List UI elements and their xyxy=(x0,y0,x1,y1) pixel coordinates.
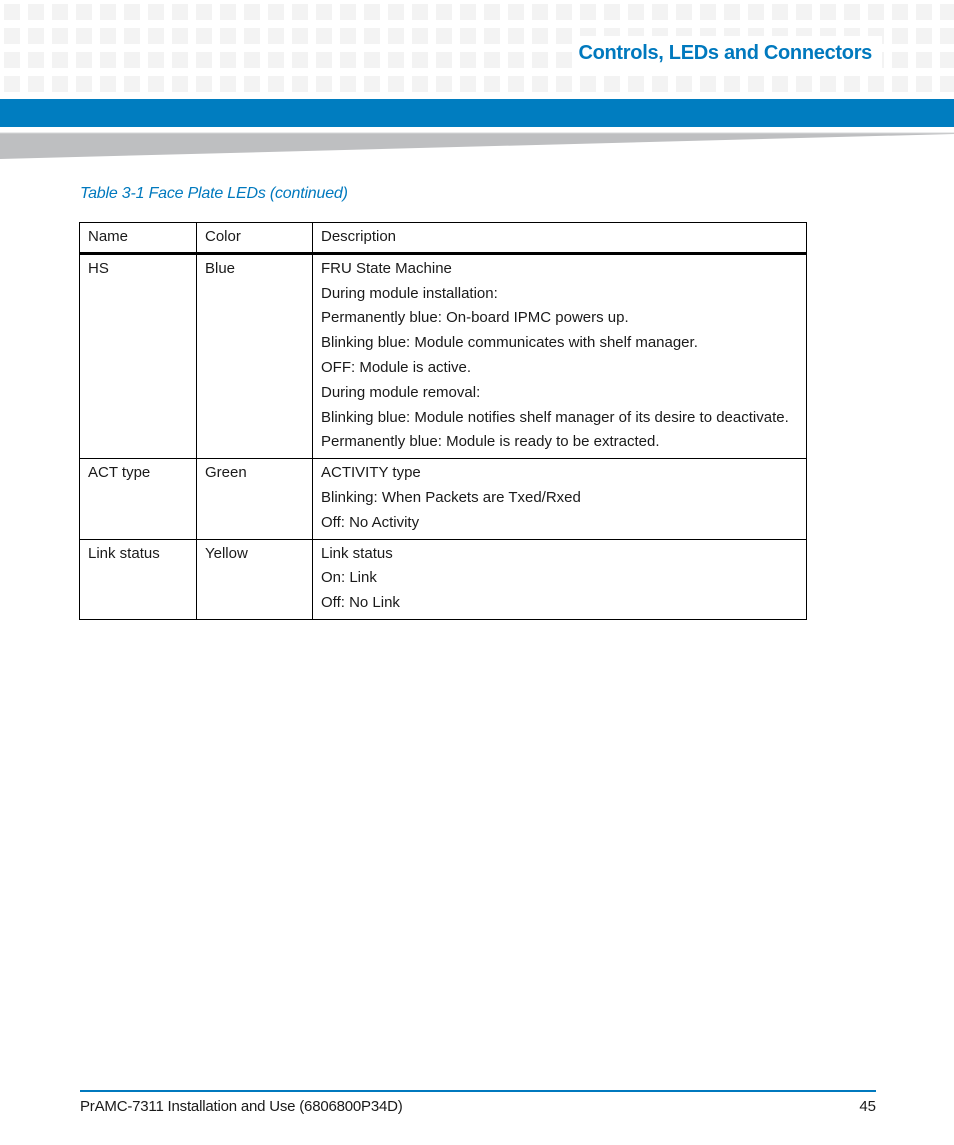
grid-square xyxy=(196,4,212,20)
grid-square xyxy=(124,76,140,92)
grid-square xyxy=(484,76,500,92)
grid-square xyxy=(388,76,404,92)
led-name: HS xyxy=(80,253,197,458)
grid-square xyxy=(844,4,860,20)
grid-square xyxy=(172,28,188,44)
grid-square xyxy=(412,28,428,44)
grid-square xyxy=(244,52,260,68)
grid-square xyxy=(484,28,500,44)
description-line: ACTIVITY type xyxy=(321,464,421,482)
grid-square xyxy=(28,28,44,44)
table-caption: Table 3-1 Face Plate LEDs (continued) xyxy=(80,185,348,202)
footer-document-title: PrAMC-7311 Installation and Use (6806800P34D) xyxy=(80,1098,403,1115)
grid-square xyxy=(940,52,954,68)
grid-square xyxy=(412,76,428,92)
grid-square xyxy=(916,52,932,68)
description-line: During module removal: xyxy=(321,383,481,401)
description-line: Off: No Activity xyxy=(321,513,420,531)
grid-square xyxy=(220,76,236,92)
grid-square xyxy=(52,76,68,92)
grid-square xyxy=(52,52,68,68)
grid-square xyxy=(364,52,380,68)
grid-square xyxy=(940,4,954,20)
grid-square xyxy=(196,52,212,68)
led-color: Green xyxy=(197,459,313,539)
grid-square xyxy=(652,4,668,20)
grid-square xyxy=(172,52,188,68)
column-header-color: Color xyxy=(197,223,313,254)
grid-square xyxy=(292,76,308,92)
grid-square xyxy=(220,4,236,20)
grid-square xyxy=(460,52,476,68)
grid-square xyxy=(916,4,932,20)
grid-square xyxy=(244,76,260,92)
grid-square xyxy=(460,28,476,44)
grid-square xyxy=(268,52,284,68)
grid-square xyxy=(508,4,524,20)
grid-square xyxy=(148,28,164,44)
grid-square xyxy=(556,76,572,92)
grid-square xyxy=(244,28,260,44)
description-line: Blinking: When Packets are Txed/Rxed xyxy=(321,488,581,506)
grid-square xyxy=(604,4,620,20)
grid-square xyxy=(52,4,68,20)
grid-square xyxy=(580,76,596,92)
grid-square xyxy=(76,28,92,44)
grid-square xyxy=(460,76,476,92)
grid-square xyxy=(172,76,188,92)
page-number: 45 xyxy=(859,1098,876,1115)
grid-square xyxy=(316,52,332,68)
grid-square xyxy=(364,76,380,92)
grid-square xyxy=(628,76,644,92)
grid-square xyxy=(340,76,356,92)
led-description xyxy=(313,459,807,539)
grid-square xyxy=(172,4,188,20)
grid-square xyxy=(148,4,164,20)
grid-square xyxy=(556,4,572,20)
grid-square xyxy=(364,4,380,20)
grid-square xyxy=(772,4,788,20)
grid-square xyxy=(388,4,404,20)
grid-square xyxy=(580,4,596,20)
grid-square xyxy=(28,52,44,68)
grid-square xyxy=(412,4,428,20)
grid-square xyxy=(28,4,44,20)
grid-square xyxy=(532,52,548,68)
table-row xyxy=(80,459,807,539)
grid-square xyxy=(724,4,740,20)
grid-square xyxy=(268,28,284,44)
grid-square xyxy=(508,28,524,44)
grid-square xyxy=(100,28,116,44)
grid-square xyxy=(460,4,476,20)
description-line: FRU State Machine xyxy=(321,259,452,277)
grid-square xyxy=(52,28,68,44)
grid-square xyxy=(76,52,92,68)
grid-square xyxy=(340,28,356,44)
grid-square xyxy=(4,52,20,68)
description-line: Off: No Link xyxy=(321,594,400,612)
grid-square xyxy=(124,28,140,44)
grid-square xyxy=(700,76,716,92)
grid-square xyxy=(484,4,500,20)
grid-square xyxy=(340,4,356,20)
grid-square xyxy=(436,52,452,68)
footer-rule xyxy=(80,1090,876,1092)
grid-square xyxy=(724,76,740,92)
grid-square xyxy=(4,4,20,20)
grid-square xyxy=(292,52,308,68)
grid-square xyxy=(676,4,692,20)
grid-square xyxy=(484,52,500,68)
grid-square xyxy=(532,76,548,92)
grid-square xyxy=(916,28,932,44)
grid-square xyxy=(148,52,164,68)
led-description xyxy=(313,253,807,458)
led-description xyxy=(313,539,807,619)
description-line: Blinking blue: Module notifies shelf manager of its desire to deactivate. xyxy=(321,408,789,426)
table-row xyxy=(80,253,807,458)
grid-square xyxy=(76,76,92,92)
grid-square xyxy=(412,52,428,68)
description-line: On: Link xyxy=(321,569,377,587)
grid-square xyxy=(892,4,908,20)
column-header-name: Name xyxy=(80,223,197,254)
grid-square xyxy=(796,76,812,92)
grid-square xyxy=(556,52,572,68)
grid-square xyxy=(148,76,164,92)
grid-square xyxy=(316,76,332,92)
led-color: Yellow xyxy=(197,539,313,619)
grid-square xyxy=(4,76,20,92)
grid-square xyxy=(892,28,908,44)
grid-square xyxy=(532,28,548,44)
grid-square xyxy=(100,52,116,68)
grid-square xyxy=(748,76,764,92)
grid-square xyxy=(196,76,212,92)
grid-square xyxy=(820,4,836,20)
grid-square xyxy=(124,52,140,68)
chapter-title: Controls, LEDs and Connectors xyxy=(578,42,872,64)
grid-square xyxy=(796,4,812,20)
grid-square xyxy=(916,76,932,92)
grid-square xyxy=(772,76,788,92)
grid-square xyxy=(316,4,332,20)
table-header-row xyxy=(80,223,807,254)
description-line: OFF: Module is active. xyxy=(321,358,472,376)
grid-square xyxy=(508,76,524,92)
table-row xyxy=(80,539,807,619)
grid-square xyxy=(604,76,620,92)
grid-square xyxy=(388,52,404,68)
led-name: Link status xyxy=(80,539,197,619)
grid-square xyxy=(532,4,548,20)
grid-square xyxy=(124,4,140,20)
grid-square xyxy=(100,76,116,92)
grid-square xyxy=(892,52,908,68)
grid-square xyxy=(820,76,836,92)
header-blue-band xyxy=(0,99,954,127)
grid-square xyxy=(220,52,236,68)
grid-square xyxy=(316,28,332,44)
grid-square xyxy=(508,52,524,68)
grid-square xyxy=(28,76,44,92)
description-line: Permanently blue: On-board IPMC powers up. xyxy=(321,309,629,327)
grid-square xyxy=(292,4,308,20)
description-line: Blinking blue: Module communicates with shelf manager. xyxy=(321,334,698,352)
grid-square xyxy=(676,76,692,92)
grid-square xyxy=(436,4,452,20)
grid-square xyxy=(268,4,284,20)
grid-square xyxy=(76,4,92,20)
grid-square xyxy=(268,76,284,92)
grid-square xyxy=(388,28,404,44)
grid-square xyxy=(868,76,884,92)
grid-square xyxy=(868,4,884,20)
grid-square xyxy=(700,4,716,20)
grid-square xyxy=(436,28,452,44)
grid-square xyxy=(628,4,644,20)
header-gray-wedge xyxy=(0,132,954,164)
grid-square xyxy=(892,76,908,92)
description-line: Permanently blue: Module is ready to be extracted. xyxy=(321,433,660,451)
grid-square xyxy=(364,28,380,44)
grid-square xyxy=(4,28,20,44)
led-color: Blue xyxy=(197,253,313,458)
grid-square xyxy=(220,28,236,44)
led-name: ACT type xyxy=(80,459,197,539)
grid-square xyxy=(748,4,764,20)
grid-square xyxy=(940,76,954,92)
grid-square xyxy=(556,28,572,44)
description-line: During module installation: xyxy=(321,284,498,302)
grid-square xyxy=(436,76,452,92)
description-line: Link status xyxy=(321,544,393,562)
grid-square xyxy=(940,28,954,44)
grid-square xyxy=(652,76,668,92)
grid-square xyxy=(292,28,308,44)
column-header-description: Description xyxy=(313,223,807,254)
face-plate-leds-table xyxy=(79,222,807,620)
grid-square xyxy=(844,76,860,92)
grid-square xyxy=(340,52,356,68)
grid-square xyxy=(196,28,212,44)
grid-square xyxy=(244,4,260,20)
grid-square xyxy=(100,4,116,20)
